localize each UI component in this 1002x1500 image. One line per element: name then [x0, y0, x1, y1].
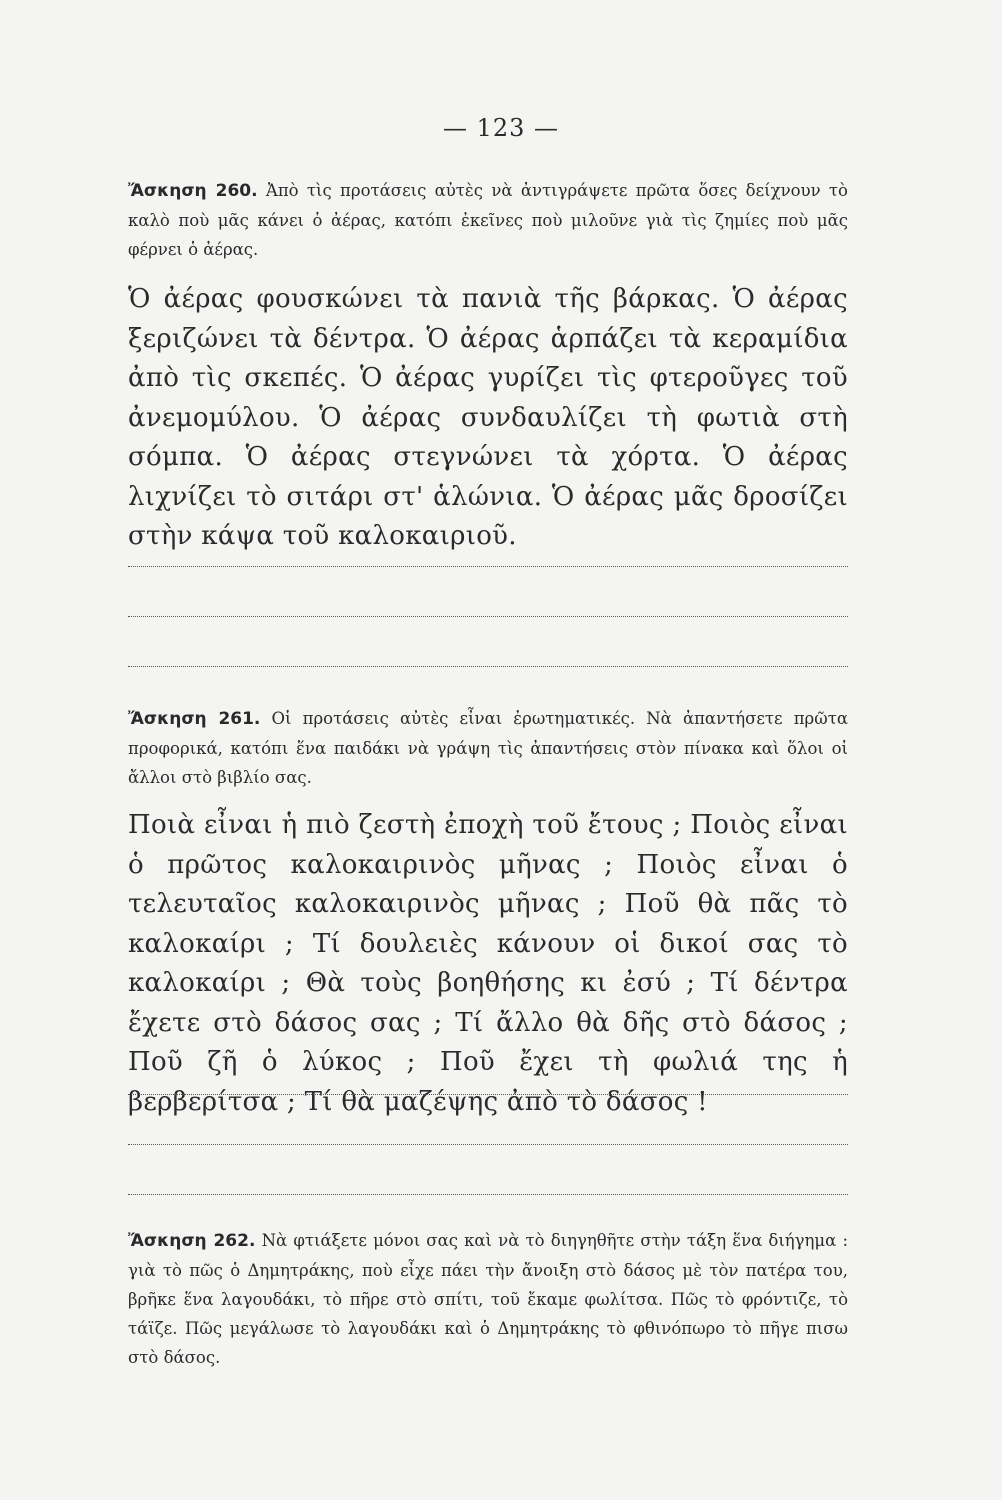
instruction-text: Ἀπὸ τὶς προτάσεις αὐτὲς νὰ ἀντιγράψετε πρῶτα ὅσες δείχνουν τὸ καλὸ ποὺ μᾶς κάνει ὁ ἀέρας, κατόπι ἐκεῖνες ποὺ μιλοῦνε γιὰ τὶς ζημίες ποὺ μᾶς φέρνει ὁ ἀέρας. [128, 181, 848, 259]
exercise-instruction [128, 176, 848, 264]
page-number: — 123 — [442, 114, 560, 142]
exercise-label: Ἄσκηση 260. [128, 181, 258, 201]
exercise-label: Ἄσκηση 261. [128, 709, 261, 729]
answer-line [128, 1144, 848, 1145]
exercise-label: Ἄσκηση 262. [128, 1231, 256, 1251]
answer-line [128, 616, 848, 617]
instruction-text: Οἱ προτάσεις αὐτὲς εἶναι ἐρωτηματικές. Νὰ ἀπαντήσετε πρῶτα προφορικά, κατόπι ἕνα παιδάκι νὰ γράψη τὶς ἀπαντήσεις στὸν πίνακα καὶ ὅλοι οἱ ἄλλοι στὸ βιβλίο σας. [128, 709, 848, 787]
answer-line [128, 566, 848, 567]
exercise-260 [128, 176, 848, 557]
answer-line [128, 1094, 848, 1095]
exercise-262 [128, 1226, 848, 1372]
answer-line [128, 1194, 848, 1195]
exercise-body-text: Ὁ ἀέρας φουσκώνει τὰ πανιὰ τῆς βάρκας. Ὁ ἀέρας ξεριζώνει τὰ δέντρα. Ὁ ἀέρας ἁρπάζει τὰ κεραμίδια ἀπὸ τὶς σκεπές. Ὁ ἀέρας γυρίζει τὶς φτεροῦγες τοῦ ἀνεμομύλου. Ὁ ἀέρας συνδαυλίζει τὴ φωτιὰ στὴ σόμπα. Ὁ ἀέρας στεγνώνει τὰ χόρτα. Ὁ ἀέρας λιχνίζει τὸ σιτάρι στ' ἁλώνια. Ὁ ἀέρας μᾶς δροσίζει στὴν κάψα τοῦ καλοκαιριοῦ. [128, 284, 848, 551]
exercise-261 [128, 704, 848, 1122]
exercise-instruction [128, 704, 848, 792]
exercise-instruction [128, 1226, 848, 1372]
answer-line [128, 666, 848, 667]
exercise-body-text: Ποιὰ εἶναι ἡ πιὸ ζεστὴ ἐποχὴ τοῦ ἔτους ; Ποιὸς εἶναι ὁ πρῶτος καλοκαιρινὸς μῆνας ; Ποιὸς εἶναι ὁ τελευταῖος καλοκαιρινὸς μῆνας ; Ποῦ θὰ πᾶς τὸ καλοκαίρι ; Τί δουλειὲς κάνουν οἱ δικοί σας τὸ καλοκαίρι ; Θὰ τοὺς βοηθήσης κι ἐσύ ; Τί δέντρα ἔχετε στὸ δάσος σας ; Τί ἄλλο θὰ δῆς στὸ δάσος ; Ποῦ ζῆ ὁ λύκος ; Ποῦ ἔχει τὴ φωλιά της ἡ βερβερίτσα ; Τί θὰ μαζέψης ἀπὸ τὸ δάσος ! [128, 810, 848, 1117]
instruction-text: Νὰ φτιάξετε μόνοι σας καὶ νὰ τὸ διηγηθῆτε στὴν τάξη ἕνα διήγημα : γιὰ τὸ πῶς ὁ Δημητράκης, ποὺ εἶχε πάει τὴν ἄνοιξη στὸ δάσος μὲ τὸν πατέρα του, βρῆκε ἕνα λαγουδάκι, τὸ πῆρε στὸ σπίτι, τοῦ ἔκαμε φωλίτσα. Πῶς τὸ φρόντιζε, τὸ τάϊζε. Πῶς μεγάλωσε τὸ λαγουδάκι καὶ ὁ Δημητράκης τὸ φθινόπωρο τὸ πῆγε πισω στὸ δάσος. [128, 1231, 849, 1367]
